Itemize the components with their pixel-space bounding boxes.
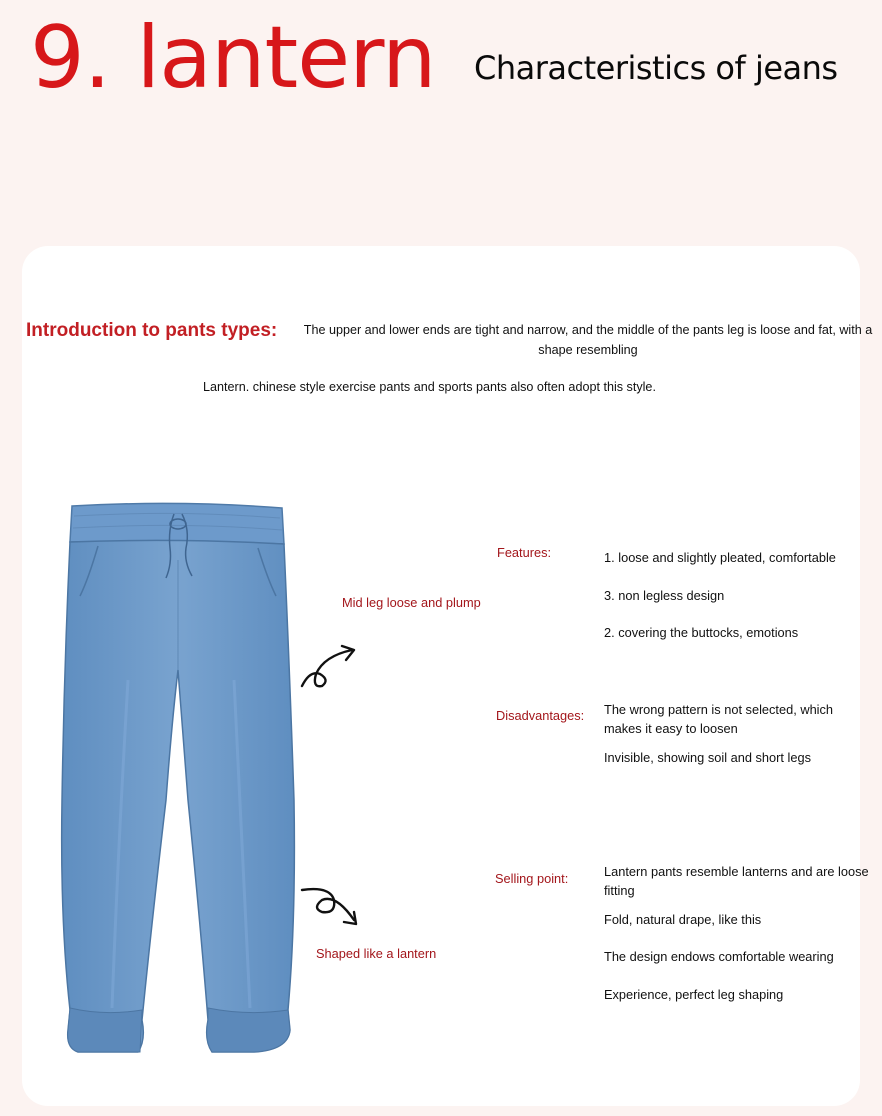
curly-arrow-icon bbox=[300, 644, 360, 690]
selling-point-label: Selling point: bbox=[495, 871, 569, 886]
selling-point-item: The design endows comfortable wearing bbox=[604, 949, 834, 964]
disadvantage-item: Invisible, showing soil and short legs bbox=[604, 750, 811, 765]
curly-arrow-icon bbox=[300, 884, 364, 930]
disadvantages-label: Disadvantages: bbox=[496, 708, 585, 723]
disadvantage-item: The wrong pattern is not selected, which makes it easy to loosen bbox=[604, 702, 834, 736]
callout-shaped-lantern: Shaped like a lantern bbox=[316, 946, 437, 961]
features-label: Features: bbox=[497, 545, 552, 560]
page-subtitle: Characteristics of jeans bbox=[474, 49, 838, 87]
intro-label: Introduction to pants types: bbox=[26, 320, 278, 341]
page-title: 9. lantern bbox=[30, 8, 436, 108]
intro-text-continued: Lantern. chinese style exercise pants and sports pants also often adopt this style. bbox=[203, 380, 656, 394]
jeans-illustration bbox=[58, 500, 298, 1060]
feature-item: 3. non legless design bbox=[604, 588, 725, 603]
intro-text: The upper and lower ends are tight and narrow, and the middle of the pants leg is loose and fat, with a shape resembling bbox=[303, 323, 873, 357]
feature-item: 2. covering the buttocks, emotions bbox=[604, 625, 799, 640]
feature-item: 1. loose and slightly pleated, comfortable bbox=[604, 550, 836, 565]
selling-point-item: Fold, natural drape, like this bbox=[604, 912, 762, 927]
callout-mid-leg: Mid leg loose and plump bbox=[342, 595, 481, 610]
selling-point-item: Lantern pants resemble lanterns and are loose fitting bbox=[604, 864, 869, 898]
selling-point-item: Experience, perfect leg shaping bbox=[604, 987, 784, 1002]
